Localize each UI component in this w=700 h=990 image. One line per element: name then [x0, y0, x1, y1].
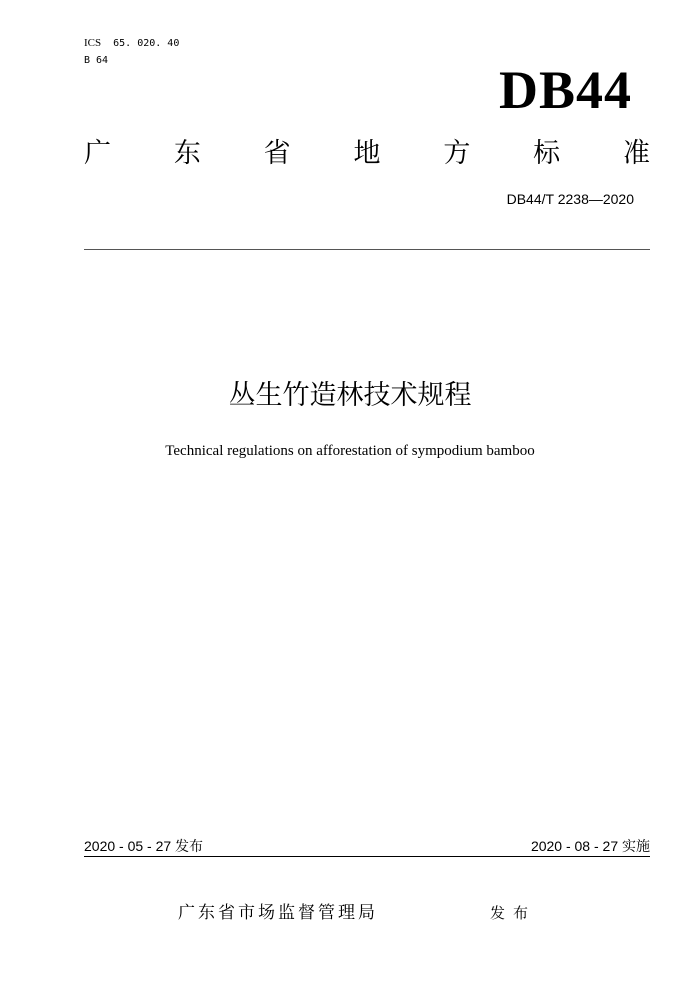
standard-type-heading: [84, 138, 650, 170]
header-divider: [84, 249, 650, 250]
title-english: Technical regulations on afforestation of sympodium bamboo: [165, 443, 535, 459]
ics-line: [84, 36, 179, 51]
issuer: 广东省市场监督管理局: [178, 903, 378, 923]
title-chinese: 丛生竹造林技术规程: [228, 380, 472, 411]
implementation-date: 2020 - 08 - 27 实施: [530, 838, 650, 854]
ics-label: ICS: [84, 37, 102, 49]
standard-type-char: 省: [263, 138, 291, 169]
issue-date: 2020 - 05 - 27 发布: [84, 838, 204, 854]
ics-code: 65. 020. 40: [113, 38, 180, 49]
standard-type-char: 广: [84, 138, 111, 169]
footer-divider: [84, 856, 650, 857]
standard-type-char: 方: [443, 138, 471, 169]
classification-code: B 64: [84, 55, 109, 66]
issue-label: 发布: [490, 904, 537, 922]
db-logo: DB44: [498, 60, 632, 120]
standard-type-char: 标: [533, 138, 561, 169]
standard-number: DB44/T 2238—2020: [506, 191, 634, 207]
standard-type-char: 地: [353, 138, 381, 169]
standard-type-char: 准: [622, 138, 650, 169]
standard-type-char: 东: [173, 138, 201, 169]
